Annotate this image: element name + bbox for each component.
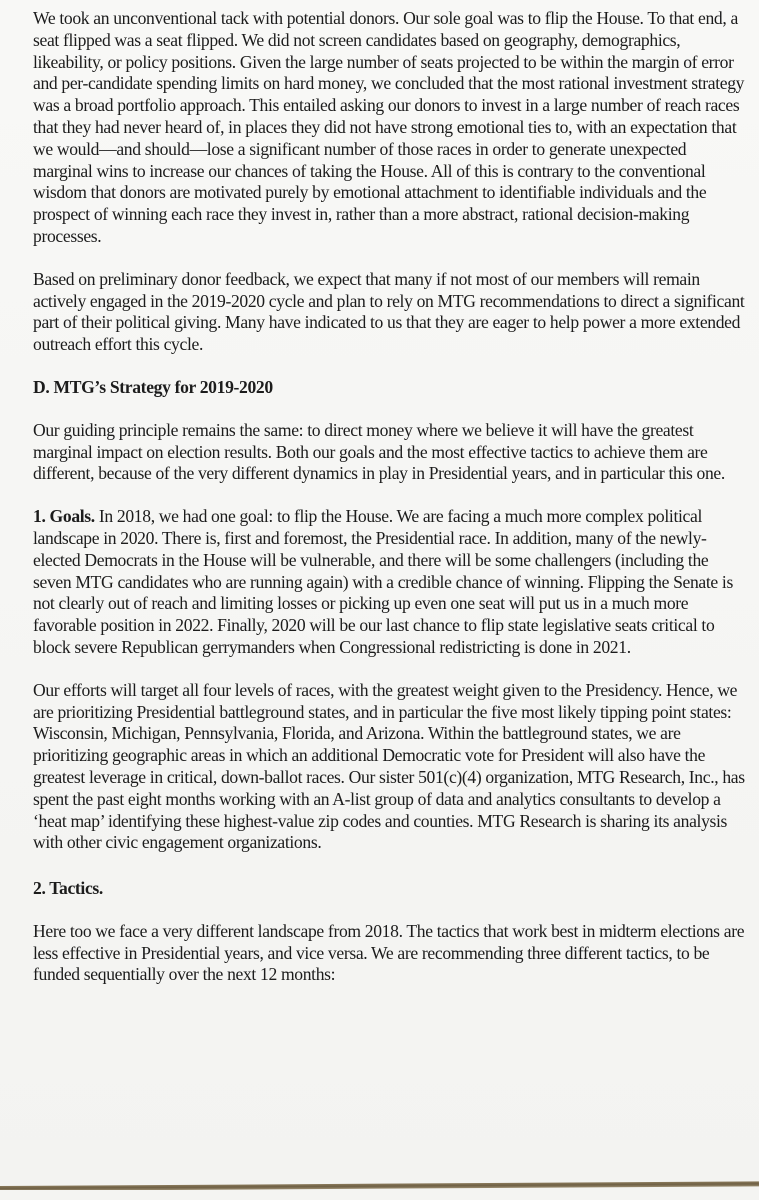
subsection-heading-tactics: 2. Tactics. — [33, 878, 103, 899]
section-heading-strategy: D. MTG’s Strategy for 2019-2020 — [33, 376, 273, 397]
goals-run-in-heading: 1. Goals. — [33, 506, 95, 527]
background-below-page — [0, 1190, 759, 1200]
paragraph-guiding-principle: Our guiding principle remains the same: to direct money where we believe it will have the greatest marginal impact on election results. Both our goals and the most effective tactics to achieve them are different, because of the very different dynamics in play in Presidential years, and in particular this one. — [33, 419, 725, 484]
paragraph-tactics-landscape: Here too we face a very different landscape from 2018. The tactics that work best in midterm elections are less effective in Presidential years, and vice versa. We are recommending three different tactics, to be funded sequentially over the next 12 months: — [33, 920, 745, 985]
paragraph-goals — [33, 506, 745, 659]
document-body — [33, 8, 745, 986]
paragraph-donor-feedback: Based on preliminary donor feedback, we expect that many if not most of our members will remain actively engaged in the 2019-2020 cycle and plan to rely on MTG recommendations to direct a significant part of their political giving. Many have indicated to us that they are eager to help power a more extended outreach effort this cycle. — [33, 268, 745, 355]
goals-text: In 2018, we had one goal: to flip the House. We are facing a much more complex political landscape in 2020. There is, first and foremost, the Presidential race. In addition, many of the newly-elected Democrats in the House will be vulnerable, and there will be some challengers (including the seven MTG candidates who are running again) with a credible chance of winning. Flipping the Senate is not clearly out of reach and limiting losses or picking up even one seat will put us in a much more favorable position in 2022. Finally, 2020 will be our last chance to flip state legislative seats critical to block severe Republican gerrymanders when Congressional redistricting is done in 2021. — [33, 506, 733, 657]
paragraph-efforts-target: Our efforts will target all four levels of races, with the greatest weight given to the Presidency. Hence, we are prioritizing Presidential battleground states, and in particular the five most likely tipping point states: Wisconsin, Michigan, Pennsylvania, Florida, and Arizona. Within the battleground states, we are prioritizing geographic areas in which an additional Democratic vote for President will also have the greatest leverage in critical, down-ballot races. Our sister 501(c)(4) organization, MTG Research, Inc., has spent the past eight months working with an A-list group of data and analytics consultants to develop a ‘heat map’ identifying these highest-value zip codes and counties. MTG Research is sharing its analysis with other civic engagement organizations. — [33, 679, 745, 853]
paragraph-unconventional-tack: We took an unconventional tack with potential donors. Our sole goal was to flip the House. To that end, a seat flipped was a seat flipped. We did not screen candidates based on geography, demographics, likeability, or policy positions. Given the large number of seats projected to be within the margin of error and per-candidate spending limits on hard money, we concluded that the most rational investment strategy was a broad portfolio approach. This entailed asking our donors to invest in a large number of reach races that they had never heard of, in places they did not have strong emotional ties to, with an expectation that we would—and should—lose a significant number of those races in order to generate unexpected marginal wins to increase our chances of taking the House. All of this is contrary to the conventional wisdom that donors are motivated purely by emotional attachment to identifiable individuals and the prospect of winning each race they invest in, rather than a more abstract, rational decision-making processes. — [33, 8, 745, 246]
